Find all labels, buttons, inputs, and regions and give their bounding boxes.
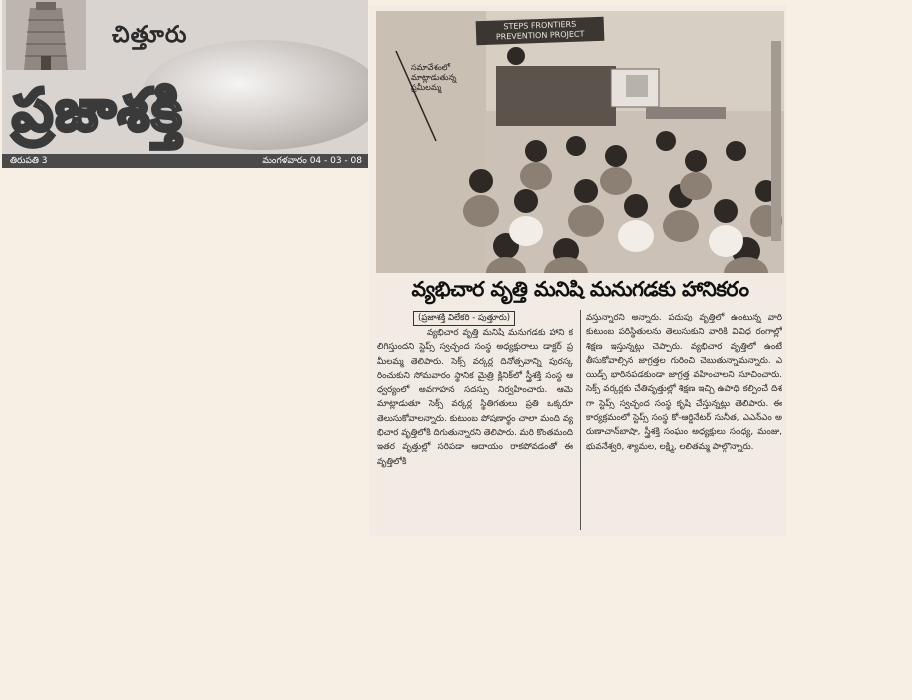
masthead-info-bar <box>2 154 368 168</box>
article-headline: వ్యభిచార వృత్తి మనిషి మనుగడకు హానికరం <box>411 277 749 301</box>
article-column-left: వ్యభిచార వృత్తి మనిషి మనుగడకు హాని కలిగిస్తుందని స్టెప్స్ స్వచ్ఛంద సంస్థ అధ్యక్షురాలు డాక్టర్ ప్రమీలమ్మ తెలిపారు. సెక్స్ వర్కర్ల దినోత్సవాన్ని పురస్కరించుకుని సోమవారం స్థానిక మైత్రి క్లినిక్‌లో స్త్రీశక్తి సంస్థ ఆధ్వర్యంలో అవగాహన సదస్సు నిర్వహించారు. ఆమె మాట్లాడుతూ సెక్స్ వర్కర్ల స్థితిగతులు ప్రతి ఒక్కరూ తెలుసుకోవాలన్నారు. కుటుంబ పోషణార్థం చాలా మంది వ్యభిచార వృత్తిలోకి దిగుతున్నారని తెలిపారు. మరి కొంతమంది ఇతర వృత్తుల్లో సరిపడా ఆదాయం రాకపోవడంతో ఈ వృత్తిలోకి <box>377 328 573 467</box>
newspaper-logo: ప్రజాశక్తి <box>12 76 184 144</box>
newspaper-masthead <box>2 0 368 168</box>
article-photo <box>376 11 784 273</box>
edition-city-title: చిత్తూరు <box>112 22 188 48</box>
article-column-right: వస్తున్నారని అన్నారు. పదుపు వృత్తిలో ఉంటున్న వారి కుటుంబ పరిస్థితులను తెలుసుకుని వారికి వివిధ రంగాల్లో శిక్షణ ఇస్తున్నట్లు చెప్పారు. వ్యభిచార వృత్తిలో ఉంటే తీసుకోవాల్సిన జాగ్రత్తల గురించి చెబుతున్నామన్నారు. ఎయిడ్స్ భారినపడకుండా జాగ్రత్త వహించాలని సూచించారు. సెక్స్ వర్కర్లకు చేతివృత్తుల్లో శిక్షణ ఇచ్చి ఉపాధి కల్పించే దిశగా స్టెప్స్ స్వచ్ఛంద సంస్థ కృషి చేస్తున్నట్లు తెలిపారు. ఈ కార్యక్రమంలో స్టెప్స్ సంస్థ కో-ఆర్డినేటర్ సునీత, ఎఎన్ఎం అరుణాచాన్‌బాషా, స్త్రీశక్తి సంఘం అధ్యక్షులు సంధ్య, మంజు, భువనేశ్వరి, శ్యామల, లక్ష్మి, లలితమ్మ పాల్గొన్నారు. <box>586 313 782 452</box>
temple-gopuram-image <box>6 0 86 70</box>
issue-date: మంగళవారం 04 - 03 - 08 <box>262 156 362 166</box>
photo-caption: సమావేశంలో మాట్లాడుతున్న ప్రమీలమ్మ <box>411 63 457 92</box>
meeting-photo-illustration <box>376 11 784 273</box>
news-article-clipping <box>369 5 786 536</box>
column-divider <box>580 310 581 530</box>
photo-banner-text: STEPS FRONTIERS PREVENTION PROJECT <box>476 17 605 45</box>
article-byline: (ప్రజాశక్తి విలేకరి - పుత్తూరు) <box>413 311 515 326</box>
page-label: తిరుపతి 3 <box>10 156 48 166</box>
